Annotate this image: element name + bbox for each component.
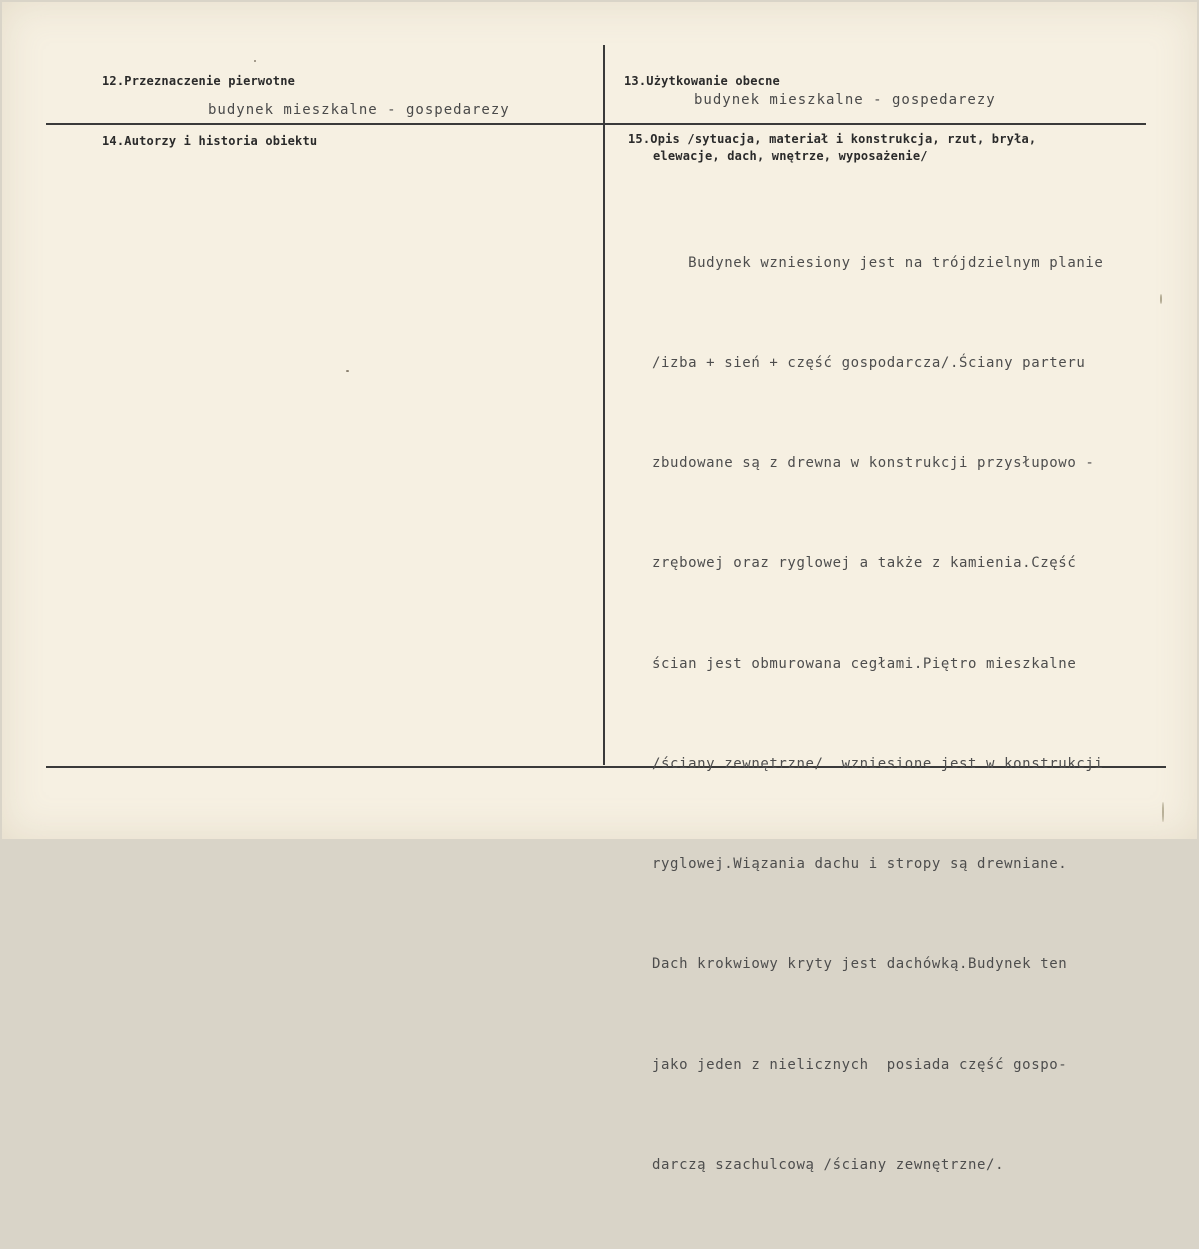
description-line: ścian jest obmurowana cegłami.Piętro mieszkalne <box>652 655 1077 672</box>
description-line: /izba + sień + część gospodarcza/.Ściany parteru <box>652 355 1086 372</box>
field-14-label: 14.Autorzy i historia obiektu <box>102 134 318 148</box>
description-line: zrębowej oraz ryglowej a także z kamienia.Część <box>652 555 1077 572</box>
description-line: zbudowane są z drewna w konstrukcji przysłupowo - <box>652 455 1095 472</box>
description-line: /ściany zewnętrzne/ wzniesione jest w konstrukcji <box>652 755 1104 772</box>
description-line: darczą szachulcową /ściany zewnętrzne/. <box>652 1156 1005 1173</box>
field-15-label-line1: 15.Opis /sytuacja, materiał i konstrukcja, rzut, bryła, <box>628 132 1037 146</box>
field-12-value: budynek mieszkalne - gospedarezy <box>208 102 510 118</box>
description-line: Dach krokwiowy kryty jest dachówką.Budynek ten <box>652 956 1068 973</box>
field-13-value: budynek mieszkalne - gospedarezy <box>694 92 996 108</box>
paper-speck <box>346 370 349 372</box>
description-line: ryglowej.Wiązania dachu i stropy są drewniane. <box>652 856 1068 873</box>
paper-speck <box>254 60 256 62</box>
paper-speck <box>1162 802 1164 822</box>
field-13-label: 13.Użytkowanie obecne <box>624 74 780 88</box>
vertical-divider <box>603 45 605 765</box>
description-line: jako jeden z nielicznych posiada część gospo- <box>652 1056 1068 1073</box>
field-15-label-line2: elewacje, dach, wnętrze, wyposażenie/ <box>653 149 928 163</box>
field-12-label: 12.Przeznaczenie pierwotne <box>102 74 296 88</box>
description-line: Budynek wzniesiony jest na trójdzielnym planie <box>652 254 1104 271</box>
form-page <box>2 2 1197 1173</box>
paper-speck <box>1160 294 1162 304</box>
horizontal-divider-top <box>46 123 1146 125</box>
field-15-description <box>652 180 1103 1249</box>
